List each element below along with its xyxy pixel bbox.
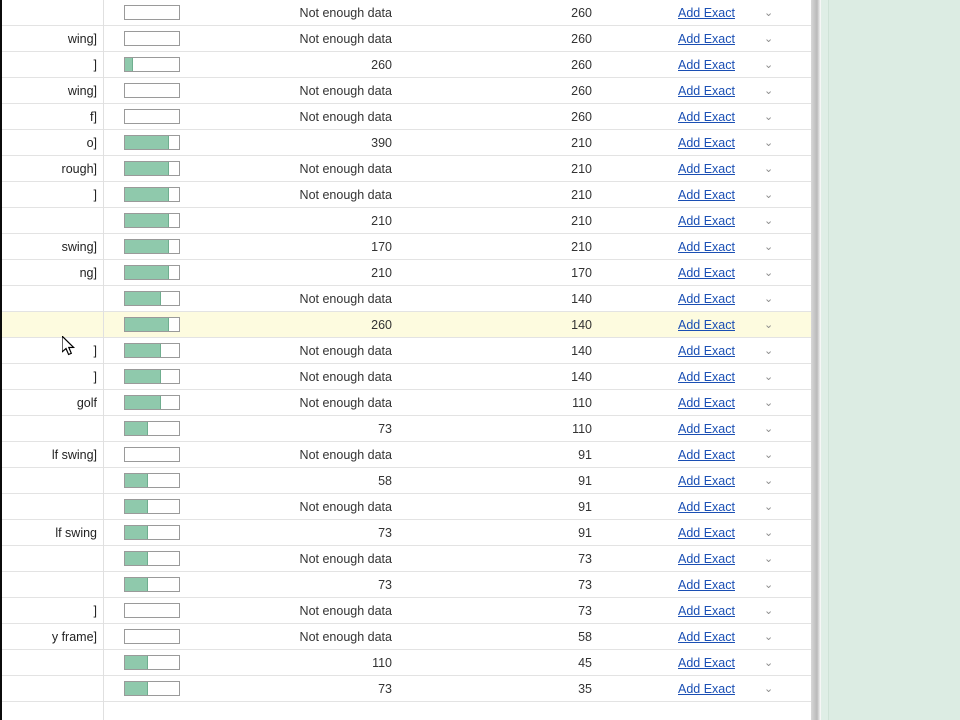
keyword-cell (2, 286, 100, 312)
competition-bar (124, 187, 180, 202)
table-row[interactable] (2, 156, 811, 182)
competition-bar (124, 31, 180, 46)
keyword-cell (2, 312, 100, 338)
table-row[interactable] (2, 390, 811, 416)
competition-bar (124, 291, 180, 306)
global-searches-cell: 91 (578, 448, 592, 462)
competition-bar (124, 395, 180, 410)
local-searches-cell: 390 (371, 136, 392, 150)
competition-bar-fill (125, 682, 148, 695)
table-row[interactable] (2, 494, 811, 520)
add-exact-link[interactable]: Add Exact (678, 604, 735, 618)
competition-bar-fill (125, 396, 161, 409)
competition-bar (124, 343, 180, 358)
chevron-down-icon[interactable]: ⌄ (764, 163, 774, 175)
keyword-cell: ] (93, 58, 97, 72)
local-searches-cell: Not enough data (299, 84, 392, 98)
competition-bar (124, 369, 180, 384)
chevron-down-icon[interactable]: ⌄ (764, 423, 774, 435)
table-row[interactable] (2, 26, 811, 52)
add-exact-link[interactable]: Add Exact (678, 578, 735, 592)
table-row[interactable] (2, 546, 811, 572)
global-searches-cell: 140 (571, 292, 592, 306)
table-row[interactable] (2, 520, 811, 546)
local-searches-cell: 73 (378, 526, 392, 540)
competition-bar (124, 317, 180, 332)
table-row[interactable] (2, 468, 811, 494)
keyword-cell: y frame] (51, 630, 97, 644)
chevron-down-icon[interactable]: ⌄ (764, 501, 774, 513)
add-exact-link[interactable]: Add Exact (678, 84, 735, 98)
competition-bar (124, 161, 180, 176)
local-searches-cell: Not enough data (299, 448, 392, 462)
keyword-cell: f] (90, 110, 97, 124)
global-searches-cell: 170 (571, 266, 592, 280)
competition-bar (124, 421, 180, 436)
keyword-cell: ] (93, 344, 97, 358)
add-exact-link[interactable]: Add Exact (678, 422, 735, 436)
competition-bar-fill (125, 370, 161, 383)
table-row[interactable] (2, 0, 811, 26)
local-searches-cell: Not enough data (299, 188, 392, 202)
table-row[interactable] (2, 598, 811, 624)
keyword-cell: o] (86, 136, 97, 150)
add-exact-link[interactable]: Add Exact (678, 292, 735, 306)
competition-bar-fill (125, 344, 161, 357)
global-searches-cell: 110 (572, 396, 592, 410)
table-row[interactable] (2, 260, 811, 286)
chevron-down-icon[interactable]: ⌄ (764, 267, 774, 279)
table-row[interactable] (2, 650, 811, 676)
chevron-down-icon[interactable]: ⌄ (764, 605, 774, 617)
local-searches-cell: 170 (371, 240, 392, 254)
chevron-down-icon[interactable]: ⌄ (764, 293, 774, 305)
global-searches-cell: 45 (578, 656, 592, 670)
chevron-down-icon[interactable]: ⌄ (764, 85, 774, 97)
competition-bar (124, 447, 180, 462)
keyword-cell (2, 572, 100, 598)
competition-bar (124, 83, 180, 98)
keyword-cell: lf swing] (51, 448, 97, 462)
chevron-down-icon[interactable]: ⌄ (764, 527, 774, 539)
local-searches-cell: Not enough data (299, 292, 392, 306)
local-searches-cell: 260 (371, 58, 392, 72)
keyword-cell (2, 676, 100, 702)
competition-bar (124, 109, 180, 124)
competition-bar-fill (125, 214, 169, 227)
add-exact-link[interactable]: Add Exact (678, 344, 735, 358)
chevron-down-icon[interactable]: ⌄ (764, 631, 774, 643)
keyword-cell: wing] (67, 84, 97, 98)
competition-bar-fill (125, 162, 169, 175)
table-row[interactable] (2, 286, 811, 312)
panel-divider-shadow (811, 0, 821, 720)
add-exact-link[interactable]: Add Exact (678, 630, 735, 644)
competition-bar-fill (125, 552, 148, 565)
competition-bar (124, 577, 180, 592)
global-searches-cell: 210 (571, 188, 592, 202)
local-searches-cell: Not enough data (299, 32, 392, 46)
add-exact-link[interactable]: Add Exact (678, 58, 735, 72)
local-searches-cell: Not enough data (299, 370, 392, 384)
local-searches-cell: Not enough data (299, 6, 392, 20)
chevron-down-icon[interactable]: ⌄ (764, 553, 774, 565)
keyword-cell (2, 416, 100, 442)
table-row[interactable] (2, 208, 811, 234)
chevron-down-icon[interactable]: ⌄ (764, 189, 774, 201)
competition-bar (124, 655, 180, 670)
global-searches-cell: 91 (578, 526, 592, 540)
global-searches-cell: 260 (571, 84, 592, 98)
global-searches-cell: 210 (571, 162, 592, 176)
global-searches-cell: 260 (571, 6, 592, 20)
local-searches-cell: Not enough data (299, 630, 392, 644)
competition-bar (124, 473, 180, 488)
local-searches-cell: Not enough data (299, 396, 392, 410)
add-exact-link[interactable]: Add Exact (678, 110, 735, 124)
keyword-cell (2, 650, 100, 676)
table-row[interactable] (2, 182, 811, 208)
competition-bar-fill (125, 188, 169, 201)
table-row[interactable] (2, 130, 811, 156)
chevron-down-icon[interactable]: ⌄ (764, 579, 774, 591)
add-exact-link[interactable]: Add Exact (678, 32, 735, 46)
add-exact-link[interactable]: Add Exact (678, 6, 735, 20)
table-row[interactable] (2, 78, 811, 104)
right-side-panel-inner (828, 0, 960, 720)
add-exact-link[interactable]: Add Exact (678, 318, 735, 332)
chevron-down-icon[interactable]: ⌄ (764, 683, 774, 695)
add-exact-link[interactable]: Add Exact (678, 474, 735, 488)
keyword-cell (2, 0, 100, 26)
competition-bar-fill (125, 422, 148, 435)
keyword-cell (2, 494, 100, 520)
competition-bar (124, 135, 180, 150)
global-searches-cell: 260 (571, 58, 592, 72)
chevron-down-icon[interactable]: ⌄ (764, 7, 774, 19)
chevron-down-icon[interactable]: ⌄ (764, 371, 774, 383)
chevron-down-icon[interactable]: ⌄ (764, 319, 774, 331)
global-searches-cell: 58 (578, 630, 592, 644)
global-searches-cell: 110 (572, 422, 592, 436)
competition-bar-fill (125, 474, 148, 487)
global-searches-cell: 35 (578, 682, 592, 696)
competition-bar (124, 603, 180, 618)
competition-bar (124, 551, 180, 566)
table-row[interactable] (2, 104, 811, 130)
global-searches-cell: 260 (571, 32, 592, 46)
competition-bar-fill (125, 240, 169, 253)
local-searches-cell: 58 (378, 474, 392, 488)
competition-bar-fill (125, 318, 169, 331)
add-exact-link[interactable]: Add Exact (678, 656, 735, 670)
global-searches-cell: 140 (571, 370, 592, 384)
table-row[interactable] (2, 624, 811, 650)
competition-bar (124, 525, 180, 540)
competition-bar-fill (125, 292, 161, 305)
chevron-down-icon[interactable]: ⌄ (764, 657, 774, 669)
global-searches-cell: 73 (578, 604, 592, 618)
add-exact-link[interactable]: Add Exact (678, 500, 735, 514)
table-row[interactable] (2, 416, 811, 442)
competition-bar (124, 499, 180, 514)
chevron-down-icon[interactable]: ⌄ (764, 475, 774, 487)
add-exact-link[interactable]: Add Exact (678, 526, 735, 540)
competition-bar (124, 681, 180, 696)
local-searches-cell: 73 (378, 578, 392, 592)
table-row[interactable] (2, 338, 811, 364)
local-searches-cell: Not enough data (299, 604, 392, 618)
competition-bar (124, 57, 180, 72)
chevron-down-icon[interactable]: ⌄ (764, 33, 774, 45)
competition-bar-fill (125, 578, 148, 591)
add-exact-link[interactable]: Add Exact (678, 240, 735, 254)
keyword-cell: rough] (61, 162, 97, 176)
competition-bar-fill (125, 58, 133, 71)
table-row[interactable] (2, 364, 811, 390)
keyword-cell: wing] (67, 32, 97, 46)
global-searches-cell: 210 (571, 240, 592, 254)
local-searches-cell: 260 (371, 318, 392, 332)
table-row[interactable] (2, 442, 811, 468)
local-searches-cell: 110 (372, 656, 392, 670)
competition-bar-fill (125, 526, 148, 539)
keyword-cell: swing] (61, 240, 97, 254)
global-searches-cell: 73 (578, 578, 592, 592)
competition-bar-fill (125, 500, 148, 513)
local-searches-cell: Not enough data (299, 162, 392, 176)
competition-bar-fill (125, 136, 169, 149)
competition-bar-fill (125, 266, 169, 279)
local-searches-cell: Not enough data (299, 500, 392, 514)
competition-bar (124, 265, 180, 280)
table-row[interactable] (2, 52, 811, 78)
add-exact-link[interactable]: Add Exact (678, 266, 735, 280)
global-searches-cell: 73 (578, 552, 592, 566)
global-searches-cell: 91 (578, 500, 592, 514)
local-searches-cell: Not enough data (299, 552, 392, 566)
chevron-down-icon[interactable]: ⌄ (764, 345, 774, 357)
competition-bar-fill (125, 656, 148, 669)
keyword-cell (2, 208, 100, 234)
competition-bar (124, 239, 180, 254)
chevron-down-icon[interactable]: ⌄ (764, 111, 774, 123)
add-exact-link[interactable]: Add Exact (678, 552, 735, 566)
keyword-cell: golf (76, 396, 97, 410)
add-exact-link[interactable]: Add Exact (678, 162, 735, 176)
competition-bar (124, 213, 180, 228)
add-exact-link[interactable]: Add Exact (678, 214, 735, 228)
keyword-cell: ] (93, 604, 97, 618)
keyword-cell (2, 546, 100, 572)
keyword-cell: lf swing (55, 526, 97, 540)
global-searches-cell: 210 (571, 136, 592, 150)
add-exact-link[interactable]: Add Exact (678, 682, 735, 696)
chevron-down-icon[interactable]: ⌄ (764, 397, 774, 409)
keyword-cell: ] (93, 370, 97, 384)
table-row[interactable] (2, 676, 811, 702)
competition-bar (124, 629, 180, 644)
chevron-down-icon[interactable]: ⌄ (764, 137, 774, 149)
local-searches-cell: 73 (378, 682, 392, 696)
chevron-down-icon[interactable]: ⌄ (764, 449, 774, 461)
chevron-down-icon[interactable]: ⌄ (764, 241, 774, 253)
keyword-cell (2, 468, 100, 494)
table-row[interactable] (2, 234, 811, 260)
add-exact-link[interactable]: Add Exact (678, 188, 735, 202)
add-exact-link[interactable]: Add Exact (678, 396, 735, 410)
local-searches-cell: 210 (371, 266, 392, 280)
local-searches-cell: Not enough data (299, 344, 392, 358)
table-row[interactable] (2, 312, 811, 338)
local-searches-cell: 73 (378, 422, 392, 436)
competition-bar (124, 5, 180, 20)
add-exact-link[interactable]: Add Exact (678, 136, 735, 150)
table-row[interactable] (2, 572, 811, 598)
keyword-cell: ng] (79, 266, 97, 280)
global-searches-cell: 210 (571, 214, 592, 228)
local-searches-cell: 210 (371, 214, 392, 228)
keyword-results-table[interactable] (2, 0, 811, 720)
keyword-cell: ] (93, 188, 97, 202)
global-searches-cell: 260 (571, 110, 592, 124)
local-searches-cell: Not enough data (299, 110, 392, 124)
chevron-down-icon[interactable]: ⌄ (764, 215, 774, 227)
global-searches-cell: 140 (571, 344, 592, 358)
global-searches-cell: 91 (578, 474, 592, 488)
global-searches-cell: 140 (571, 318, 592, 332)
column-separator (103, 0, 104, 720)
add-exact-link[interactable]: Add Exact (678, 448, 735, 462)
chevron-down-icon[interactable]: ⌄ (764, 59, 774, 71)
add-exact-link[interactable]: Add Exact (678, 370, 735, 384)
